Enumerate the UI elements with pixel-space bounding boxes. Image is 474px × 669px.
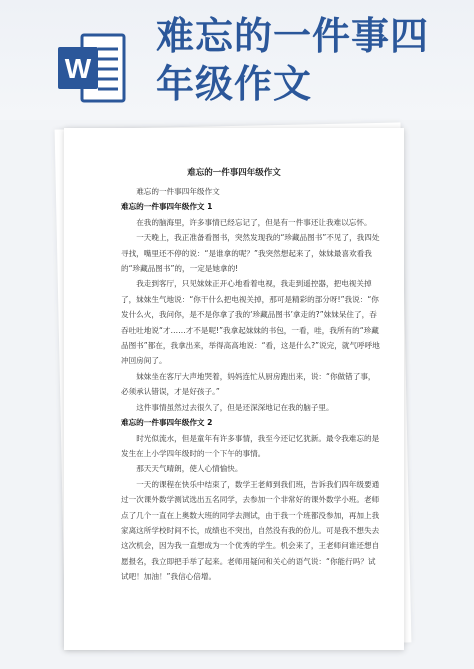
essay-1-paragraph: 在我的脑海里，许多事情已经忘记了，但是有一件事还让我难以忘怀。 [136,217,372,227]
essay-1-paragraph: 妹妹坐在客厅大声地哭着，妈妈连忙从厨房跑出来，说：“你做错了事，必须承认错误，才是好孩子。” [121,371,376,397]
word-document-icon [58,33,126,103]
document-title: 难忘的一件事四年级作文 [187,168,281,178]
essay-2-heading: 难忘的一件事四年级作文 2 [121,418,213,428]
document-page [64,128,404,650]
essay-2-paragraph: 一天的课程在快乐中结束了，数学王老师到我们班，告诉我们四年级要通过一次课外数学测试选出五名同学，去参加一个非常好的课外数学小班。老师点了几个一直在上奥数大班的同学去测试，由于我一个班都没参加，再加上我家离这所学校时间不长，成绩也不突出，自然没有我的份儿。可是我不想失去这次机会，因为我一直想成为一个优秀的学生。机会来了，王老师问谁还想自愿报名，我立即把手举了起来。老师用疑问和关心的语气说：“你能行吗？试试吧！加油！”我信心倍增。 [121,479,380,582]
banner-title: 难忘的一件事四年级作文 [156,14,430,106]
document-subtitle: 难忘的一件事四年级作文 [136,187,220,196]
essay-1-heading: 难忘的一件事四年级作文 1 [121,202,213,212]
essay-1-paragraph: 我走到客厅，只见妹妹正开心地看着电视，我走到遥控器，把电视关掉了，妹妹生气地说：“你干什么把电视关掉，那可是精彩的部分呀!”我说：“你发什么火，我问你，是不是你拿了我的‘珍藏品图书’拿走的?”妹妹呆住了，吞吞吐吐地说“才……才不是呢!”我拿起妹妹的书包，一看，哇，我所有的“珍藏品图书”都在，我拿出来，举得高高地说：“看，这是什么?”说完，就气呼呼地冲回房间了。 [121,279,380,366]
essay-1-paragraph: 一天晚上，我正准备看图书，突然发现我的“珍藏品图书”不见了，我四处寻找，嘴里还不停的说：“是谁拿的呢？”我突然想起来了，妹妹最喜欢看我的“珍藏品图书”的，一定是她拿的! [121,233,380,274]
essay-2-paragraph: 时光似流水，但是童年有许多事情，我至今还记忆犹新。最令我难忘的是发生在上小学四年级时的一个下午的事情。 [121,433,380,458]
document-body [121,184,383,585]
essay-2-paragraph: 那天天气晴朗，使人心情愉快。 [136,464,243,474]
essay-1-paragraph: 这件事情虽然过去很久了，但是还深深地记在我的脑子里。 [136,402,334,412]
header-banner [0,0,474,120]
logo-letter: W [64,53,92,84]
